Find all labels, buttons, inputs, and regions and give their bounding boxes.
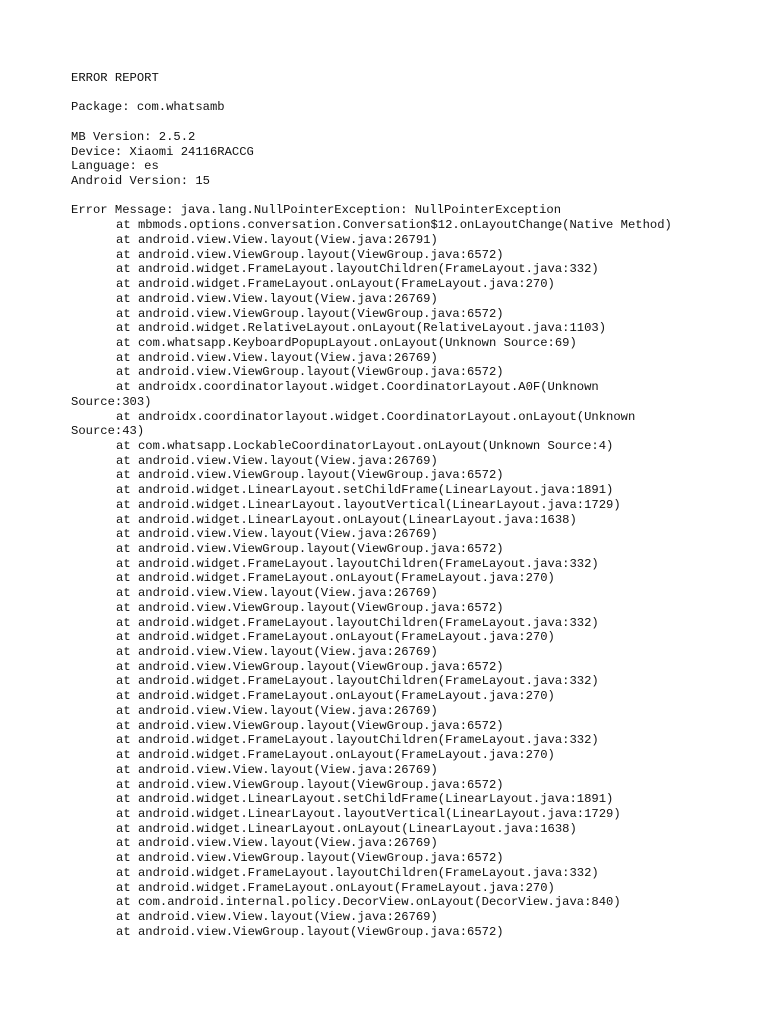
- blank-line: [71, 115, 751, 130]
- stack-frame: at android.widget.FrameLayout.layoutChildren(FrameLayout.java:332): [116, 733, 599, 748]
- report-title: ERROR REPORT: [71, 71, 159, 85]
- stack-frame: at android.view.ViewGroup.layout(ViewGroup.java:6572): [116, 468, 504, 483]
- android-version-line: Android Version: 15: [71, 174, 210, 189]
- stack-frame: at android.widget.FrameLayout.onLayout(FrameLayout.java:270): [116, 880, 555, 895]
- stack-frame: at android.widget.FrameLayout.layoutChildren(FrameLayout.java:332): [116, 556, 599, 571]
- stack-frame: at android.view.ViewGroup.layout(ViewGroup.java:6572): [116, 659, 504, 674]
- stack-frame: at com.whatsapp.KeyboardPopupLayout.onLayout(Unknown Source:69): [116, 335, 577, 350]
- stack-frame: at android.widget.LinearLayout.onLayout(LinearLayout.java:1638): [116, 821, 577, 836]
- stack-frame: at android.view.ViewGroup.layout(ViewGroup.java:6572): [116, 718, 504, 733]
- stack-frame: at android.view.ViewGroup.layout(ViewGroup.java:6572): [116, 247, 504, 262]
- stack-frame: at android.view.ViewGroup.layout(ViewGroup.java:6572): [116, 777, 504, 792]
- stack-frame: at android.view.View.layout(View.java:26769): [116, 291, 438, 306]
- stack-frame: at android.view.ViewGroup.layout(ViewGroup.java:6572): [116, 851, 504, 866]
- stack-frame: at com.whatsapp.LockableCoordinatorLayout.onLayout(Unknown Source:4): [116, 438, 614, 453]
- stack-frame: at android.widget.FrameLayout.onLayout(FrameLayout.java:270): [116, 277, 555, 292]
- stack-trace: [71, 218, 751, 939]
- stack-frame: at android.widget.FrameLayout.onLayout(FrameLayout.java:270): [116, 689, 555, 704]
- language-line: Language: es: [71, 159, 159, 174]
- package-line: Package: com.whatsamb: [71, 100, 225, 115]
- stack-frame: at android.widget.LinearLayout.setChildFrame(LinearLayout.java:1891): [116, 483, 614, 498]
- stack-frame: at android.widget.FrameLayout.layoutChildren(FrameLayout.java:332): [116, 262, 599, 277]
- blank-line: [71, 189, 751, 204]
- stack-frame: at android.view.ViewGroup.layout(ViewGroup.java:6572): [116, 600, 504, 615]
- stack-frame: at android.view.View.layout(View.java:26791): [116, 232, 438, 247]
- device-line: Device: Xiaomi 24116RACCG: [71, 144, 254, 159]
- stack-frame: at android.view.View.layout(View.java:26769): [116, 645, 438, 660]
- stack-frame: at android.widget.FrameLayout.onLayout(FrameLayout.java:270): [116, 748, 555, 763]
- stack-frame: at android.widget.LinearLayout.onLayout(LinearLayout.java:1638): [116, 512, 577, 527]
- stack-frame: at android.widget.FrameLayout.onLayout(FrameLayout.java:270): [116, 571, 555, 586]
- mb-version-line: MB Version: 2.5.2: [71, 129, 196, 144]
- blank-line: [71, 86, 751, 101]
- stack-frame: at android.widget.FrameLayout.layoutChildren(FrameLayout.java:332): [116, 674, 599, 689]
- error-report-document: [71, 71, 751, 939]
- stack-frame: at androidx.coordinatorlayout.widget.CoordinatorLayout.onLayout(Unknown: [116, 409, 636, 424]
- stack-frame: at android.view.ViewGroup.layout(ViewGroup.java:6572): [116, 542, 504, 556]
- stack-frame: at android.widget.RelativeLayout.onLayout(RelativeLayout.java:1103): [116, 321, 607, 336]
- stack-frame: at android.view.View.layout(View.java:26769): [116, 909, 438, 924]
- stack-trace-continuation: Source:303): [71, 394, 152, 409]
- stack-frame: at android.widget.FrameLayout.onLayout(FrameLayout.java:270): [116, 630, 555, 645]
- stack-frame: at android.view.View.layout(View.java:26769): [116, 703, 438, 718]
- stack-frame: at android.view.View.layout(View.java:26769): [116, 350, 438, 365]
- stack-frame: at android.view.View.layout(View.java:26769): [116, 453, 438, 468]
- stack-frame: at android.view.View.layout(View.java:26769): [116, 586, 438, 601]
- error-message-line: Error Message: java.lang.NullPointerException: NullPointerException: [71, 203, 562, 218]
- stack-frame: at mbmods.options.conversation.Conversation$12.onLayoutChange(Native Method): [116, 218, 672, 233]
- stack-frame: at android.view.View.layout(View.java:26769): [116, 836, 438, 851]
- stack-frame: at android.view.ViewGroup.layout(ViewGroup.java:6572): [116, 924, 504, 939]
- stack-frame: at androidx.coordinatorlayout.widget.CoordinatorLayout.A0F(Unknown: [116, 380, 599, 395]
- stack-frame: at android.view.ViewGroup.layout(ViewGroup.java:6572): [116, 365, 504, 380]
- stack-frame: at android.widget.LinearLayout.setChildFrame(LinearLayout.java:1891): [116, 792, 614, 807]
- stack-frame: at android.widget.FrameLayout.layoutChildren(FrameLayout.java:332): [116, 865, 599, 880]
- stack-frame: at android.view.View.layout(View.java:26769): [116, 762, 438, 777]
- stack-trace-continuation: Source:43): [71, 424, 145, 439]
- stack-frame: at android.widget.LinearLayout.layoutVertical(LinearLayout.java:1729): [116, 806, 621, 821]
- stack-frame: at android.widget.LinearLayout.layoutVertical(LinearLayout.java:1729): [116, 497, 621, 512]
- stack-frame: at com.android.internal.policy.DecorView.onLayout(DecorView.java:840): [116, 895, 621, 910]
- stack-frame: at android.widget.FrameLayout.layoutChildren(FrameLayout.java:332): [116, 615, 599, 630]
- stack-frame: at android.view.ViewGroup.layout(ViewGroup.java:6572): [116, 306, 504, 321]
- stack-frame: at android.view.View.layout(View.java:26769): [116, 527, 438, 542]
